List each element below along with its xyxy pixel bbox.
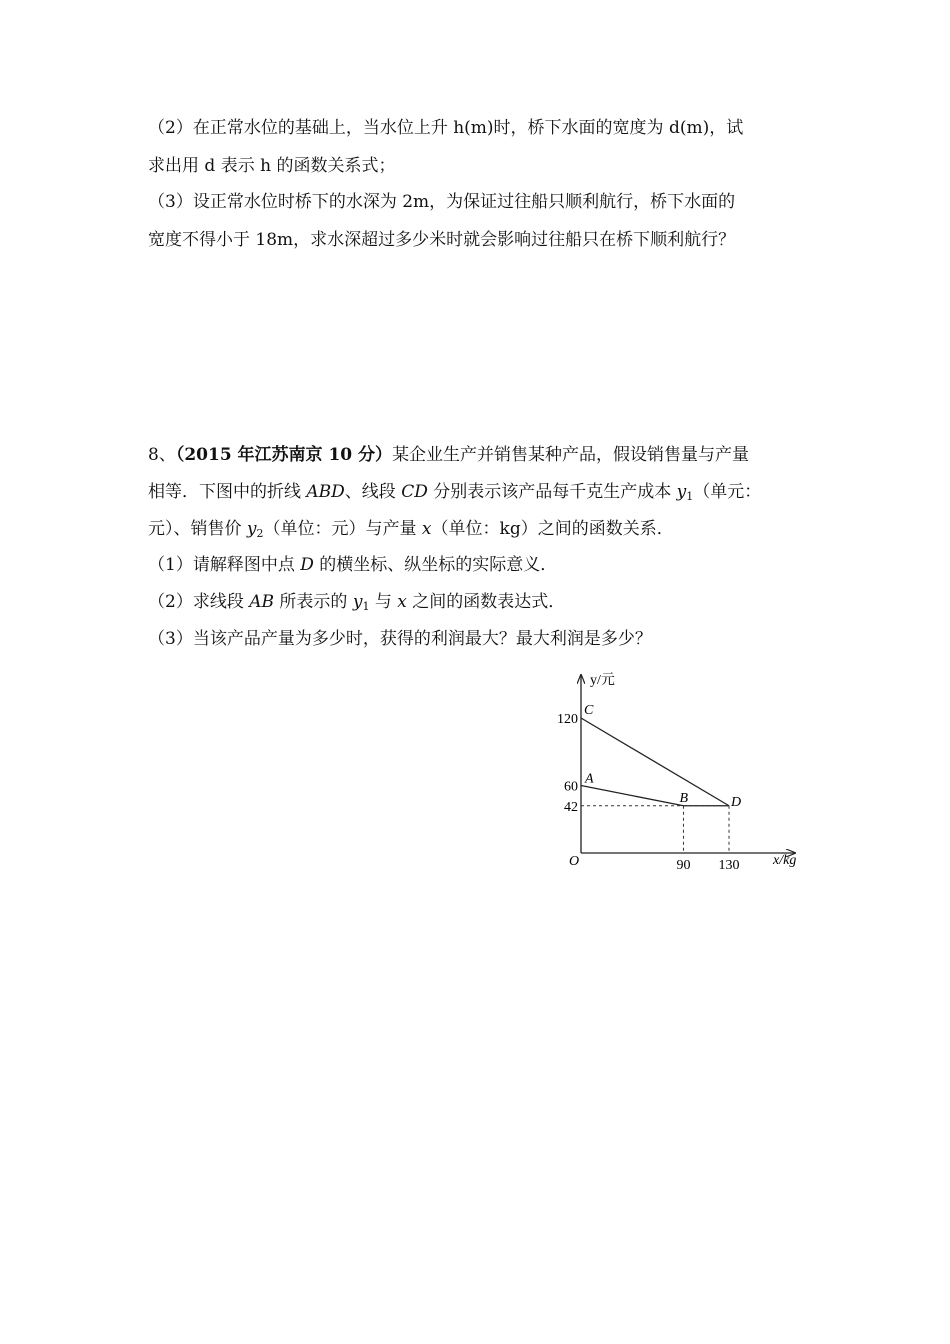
subscript: 2 [256,527,264,540]
var-y: y [246,519,257,539]
q8-number: 8、 [148,445,176,465]
point-label-a: A [585,771,594,787]
text: 元）、销售价 [148,519,247,539]
segment-ab-label: AB [249,592,275,612]
text: （单元： [693,482,762,502]
var-y: y [352,592,363,612]
segment-cd-label: CD [401,482,428,502]
x-tick-90: 90 [676,858,691,873]
y-tick-42: 42 [564,799,578,815]
text: （2）求线段 [148,592,250,612]
q8-part1 [148,554,557,576]
text: （单位：kg）之间的函数关系． [431,519,674,539]
q8-text: 某企业生产并销售某种产品，假设销售量与产量 [392,445,750,465]
q8-part3: （3）当该产品产量为多少时，获得的利润最大？最大利润是多少？ [148,629,652,649]
var-x: x [397,592,407,612]
text: 与 [369,592,398,612]
text: 所表示的 [274,592,353,612]
point-label-c: C [584,703,594,718]
text: （单位：元）与产量 [263,519,422,539]
y-tick-60: 60 [564,779,578,795]
cost-price-chart [545,665,815,875]
text: 相等．下图中的折线 [148,482,307,502]
x-tick-130: 130 [718,858,740,873]
polyline-abd-label: ABD [306,482,345,502]
q8-line3 [148,518,674,545]
series-abd [581,786,729,806]
var-y: y [676,482,687,502]
point-d-label: D [300,555,314,575]
q8-line2 [148,481,761,508]
q7-part2-line1: （2）在正常水位的基础上，当水位上升 h(m)时，桥下水面的宽度为 d(m)，试 [148,118,744,138]
q7-part2-line2: 求出用 d 表示 h 的函数关系式； [148,156,396,176]
q8-part2 [148,591,565,618]
subscript: 1 [362,600,370,613]
x-axis-label: x/kg [773,853,797,868]
text: 之间的函数表达式． [406,592,566,612]
y-axis-label: y/元 [590,673,615,688]
q8-line1 [148,444,749,466]
q8-source: （2015 年江苏南京 10 分） [175,445,393,465]
y-tick-120: 120 [557,712,578,727]
point-label-b: B [679,790,689,806]
q7-part3-line1: （3）设正常水位时桥下的水深为 2m，为保证过往船只顺利航行，桥下水面的 [148,192,736,212]
point-label-d: D [731,794,742,810]
text: 分别表示该产品每千克生产成本 [427,482,677,502]
q7-part3-line2: 宽度不得小于 18m，求水深超过多少米时就会影响过往船只在桥下顺利航行？ [148,230,736,250]
text: （1）请解释图中点 [148,555,301,575]
subscript: 1 [686,490,694,503]
series-cd [581,718,729,806]
origin-label: O [569,854,580,869]
text: 、线段 [344,482,402,502]
var-x: x [421,519,432,539]
text: 的横坐标、纵坐标的实际意义． [313,555,558,575]
